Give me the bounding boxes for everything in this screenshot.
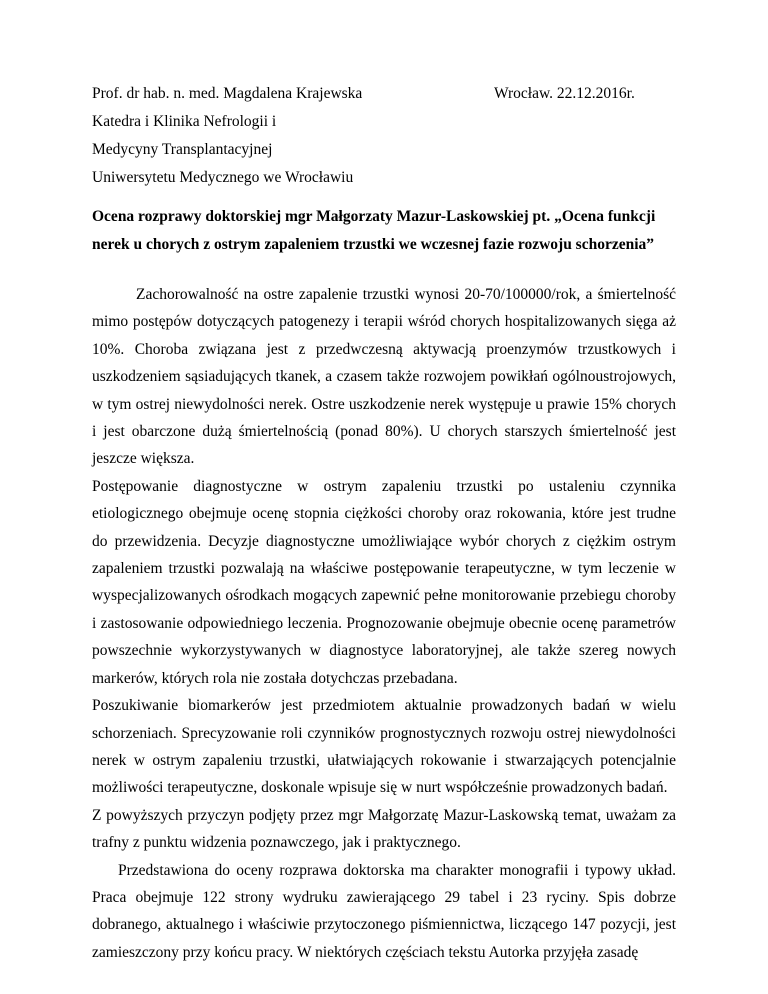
author-university: Uniwersytetu Medycznego we Wrocławiu [92, 169, 354, 186]
review-title-line1: Ocena rozprawy doktorskiej mgr Małgorzaty Mazur-Laskowskiej pt. „Ocena funkcji [92, 208, 656, 225]
author-department-line2: Medycyny Transplantacyjnej [92, 141, 273, 158]
paragraph-incidence: Zachorowalność na ostre zapalenie trzustki wynosi 20-70/100000/rok, a śmiertelność mimo postępów dotyczących patogenezy i terapii wśród chorych hospitalizowanych sięga aż 10%. Choroba związana jest z przedwczesną aktywacją proenzymów trzustkowych i uszkodzeniem sąsiadujących tkanek, a czasem także rozwojem powikłań ogólnoustrojowych, w tym ostrej niewydolności nerek. Ostre uszkodzenie nerek występuje u prawie 15% chorych i jest obarczone dużą śmiertelnością (ponad 80%). U chorych starszych śmiertelność jest jeszcze większa. [92, 286, 676, 468]
paragraph-topic-assessment: Z powyższych przyczyn podjęty przez mgr Małgorzatę Mazur-Laskowską temat, uważam za trafny z punktu widzenia poznawczego, jak i praktycznego. [92, 806, 676, 852]
document-date: Wrocław. 22.12.2016r. [494, 85, 635, 102]
author-name: Prof. dr hab. n. med. Magdalena Krajewska [92, 85, 363, 102]
author-department-line1: Katedra i Klinika Nefrologii i [92, 113, 277, 130]
review-body [92, 281, 676, 966]
paragraph-biomarkers: Poszukiwanie biomarkerów jest przedmiotem aktualnie prowadzonych badań w wielu schorzeniach. Sprecyzowanie roli czynników prognostycznych rozwoju ostrej niewydolności nerek w ostrym zapaleniu trzustki, ułatwiających rokowanie i stwarzających potencjalnie możliwości terapeutyczne, doskonale wpisuje się w nurt współcześnie prowadzonych badań. [92, 697, 676, 797]
paragraph-diagnostics: Postępowanie diagnostyczne w ostrym zapaleniu trzustki po ustaleniu czynnika etiologicznego obejmuje ocenę stopnia ciężkości choroby oraz rokowania, które jest trudne do przewidzenia. Decyzje diagnostyczne umożliwiające wybór chorych z ciężkim ostrym zapaleniem trzustki pozwalają na właściwe postępowanie terapeutyczne, w tym leczenie w wyspecjalizowanych ośrodkach mogących zapewnić pełne monitorowanie przebiegu choroby i zastosowanie odpowiedniego leczenia. Prognozowanie obejmuje obecnie ocenę parametrów powszechnie wykorzystywanych w diagnostyce laboratoryjnej, ale także szereg nowych markerów, których rola nie została dotychczas przebadana. [92, 477, 676, 687]
review-title-line2: nerek u chorych z ostrym zapaleniem trzustki we wczesnej fazie rozwoju schorzenia” [92, 236, 655, 253]
paragraph-thesis-structure: Przedstawiona do oceny rozprawa doktorska ma charakter monografii i typowy układ. Praca obejmuje 122 strony wydruku zawierającego 29 tabel i 23 ryciny. Spis dobrze dobranego, aktualnego i właściwie przytoczonego piśmiennictwa, liczącego 147 pozycji, jest zamieszczony przy końcu pracy. W niektórych częściach tekstu Autorka przyjęła zasadę [92, 861, 676, 961]
